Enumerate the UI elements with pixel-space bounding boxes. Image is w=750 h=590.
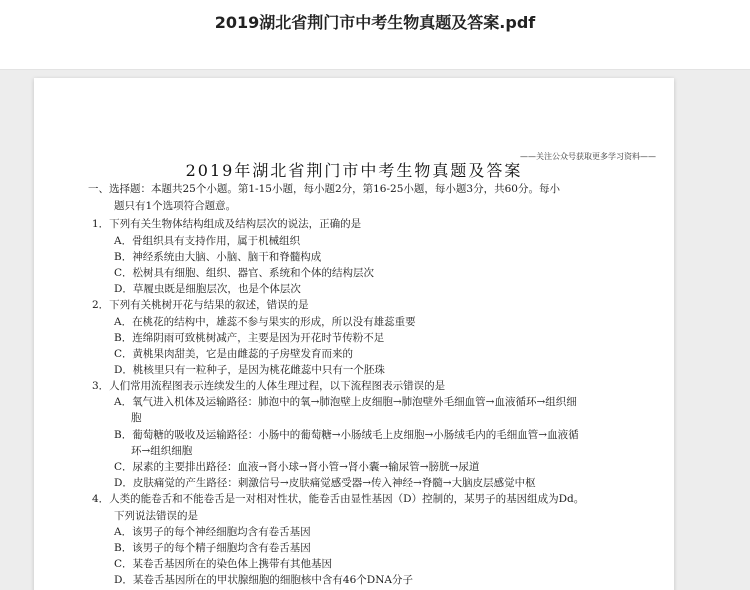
question-option-cont: 胞	[131, 412, 142, 424]
question-option: D．某卷舌基因所在的甲状腺细胞的细胞核中含有46个DNA分子	[114, 574, 413, 586]
file-header-bar	[0, 0, 750, 70]
question-stem: 1．下列有关生物体结构组成及结构层次的说法，正确的是	[92, 218, 362, 230]
file-name-title: 2019湖北省荆门市中考生物真题及答案.pdf	[214, 13, 536, 32]
question-option: B．连绵阴雨可致桃树减产，主要是因为开花时节传粉不足	[114, 332, 385, 344]
question-option: D．草履虫既是细胞层次，也是个体层次	[114, 283, 301, 295]
question-option: B．葡萄糖的吸收及运输路径：小肠中的葡萄糖→小肠绒毛上皮细胞→小肠绒毛内的毛细血管→血液循	[114, 429, 579, 441]
question-option: B．该男子的每个精子细胞均含有卷舌基因	[114, 542, 311, 554]
question-option: A．氧气进入机体及运输路径：肺泡中的氧→肺泡壁上皮细胞→肺泡壁外毛细血管→血液循环→组织细	[114, 396, 577, 408]
question-stem: 2．下列有关桃树开花与结果的叙述，错误的是	[92, 299, 309, 311]
question-option: C．黄桃果肉甜美，它是由雌蕊的子房壁发育而来的	[114, 348, 354, 360]
question-option: C．尿素的主要排出路径：血液→肾小球→肾小管→肾小囊→输尿管→膀胱→尿道	[114, 461, 480, 473]
question-option: A．在桃花的结构中，雄蕊不参与果实的形成，所以没有雄蕊重要	[114, 316, 416, 328]
question-option: B．神经系统由大脑、小脑、脑干和脊髓构成	[114, 251, 322, 263]
question-stem-cont: 下列说法错误的是	[114, 510, 198, 522]
question-option: D．皮肤痛觉的产生路径：刺激信号→皮肤痛觉感受器→传入神经→脊髓→大脑皮层感觉中枢	[114, 477, 536, 489]
section-intro-line: 题只有1个选项符合题意。	[114, 200, 237, 212]
question-option: D．桃核里只有一粒种子，是因为桃花雌蕊中只有一个胚珠	[114, 364, 385, 376]
question-stem: 4．人类的能卷舌和不能卷舌是一对相对性状，能卷舌由显性基因（D）控制的，某男子的基因组成为Dd。	[92, 493, 585, 505]
document-page[interactable]	[34, 78, 674, 590]
question-option-cont: 环→组织细胞	[131, 445, 193, 457]
section-intro-line: 一、选择题：本题共25个小题。第1-15小题，每小题2分，第16-25小题，每小题3分，共60分。每小	[88, 183, 560, 195]
question-stem: 3．人们常用流程图表示连续发生的人体生理过程，以下流程图表示错误的是	[92, 380, 446, 392]
page-watermark: ——关注公众号获取更多学习资料——	[520, 152, 656, 161]
document-title: 2019年湖北省荆门市中考生物真题及答案	[185, 161, 523, 180]
question-option: A．该男子的每个神经细胞均含有卷舌基因	[114, 526, 311, 538]
question-option: C．松树具有细胞、组织、器官、系统和个体的结构层次	[114, 267, 375, 279]
question-option: C．某卷舌基因所在的染色体上携带有其他基因	[114, 558, 333, 570]
question-option: A．骨组织具有支持作用，属于机械组织	[114, 235, 301, 247]
